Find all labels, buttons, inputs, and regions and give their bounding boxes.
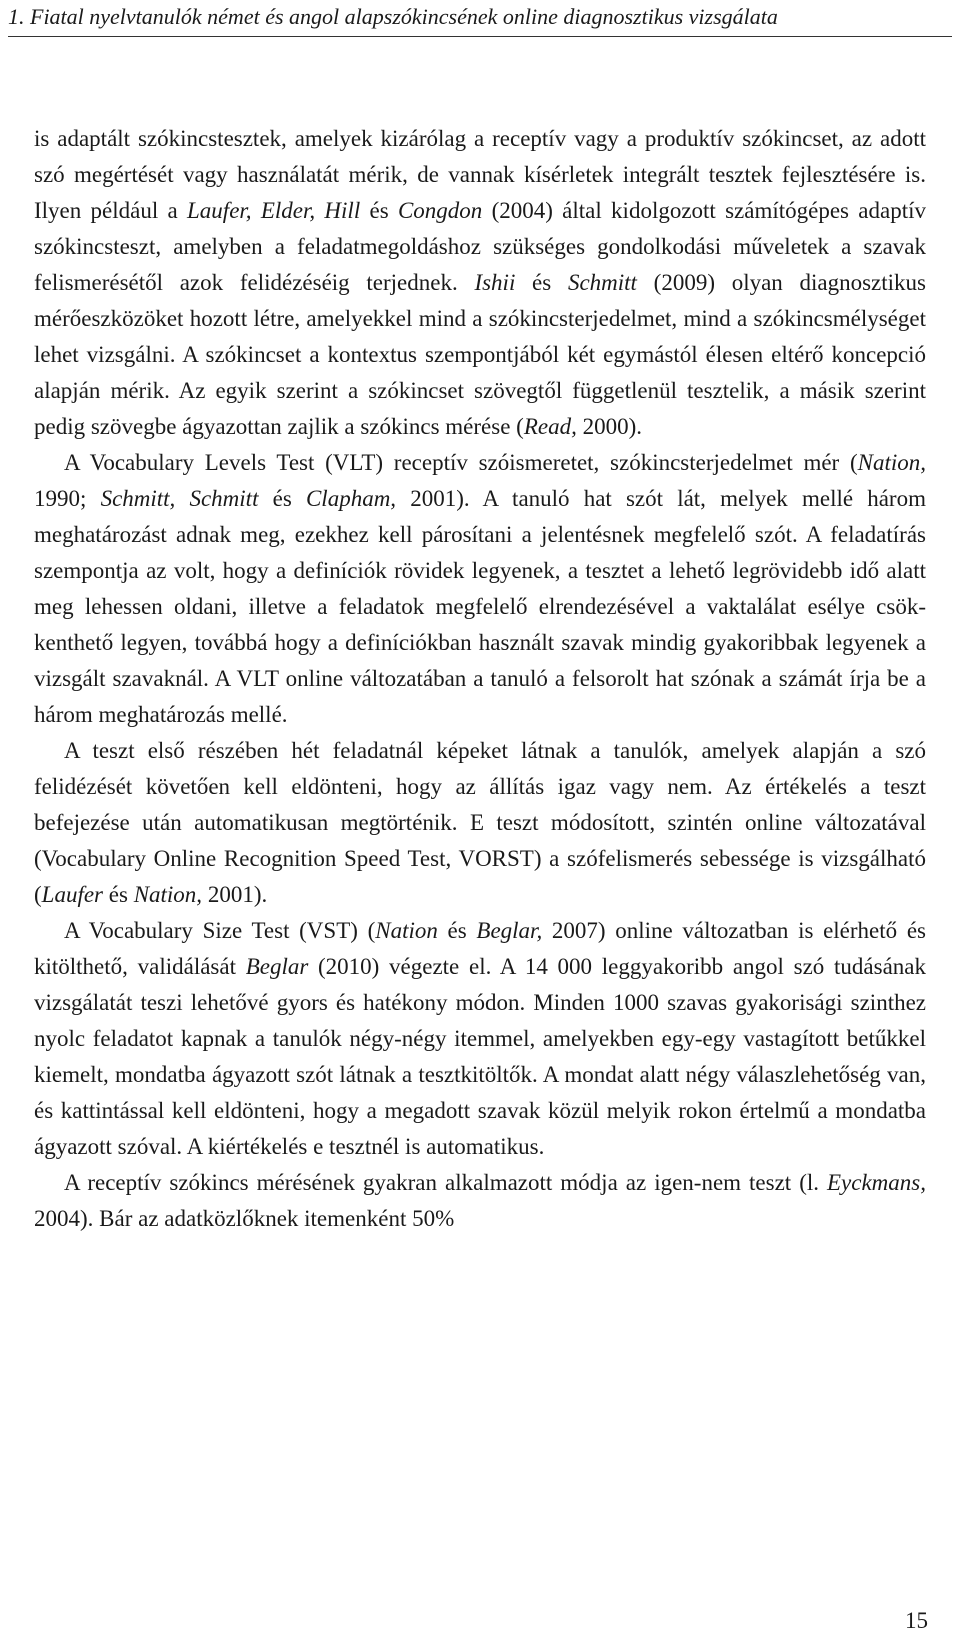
text-run: és <box>437 918 477 943</box>
running-header <box>8 2 952 37</box>
text-run: és <box>515 270 568 295</box>
text-run: 2004). Bár az adatközlőknek itemenként 50% <box>34 1206 455 1231</box>
italic-citation: Beglar, <box>476 918 543 943</box>
italic-citation: Congdon <box>397 198 483 223</box>
body-text <box>34 121 926 1237</box>
text-run: A Vocabulary Levels Test (VLT) receptív szóismeretet, szókincsterjedelmet mér ( <box>64 450 858 475</box>
text-run: (2009) olyan diagnosztikus mérőeszközöket hozott létre, amelyekkel mind a szókincsterjedelmet, mind a szókincsmélységet lehet vizsgálni. A szókincset a kontextus szempontjából két egymástól élesen eltérő koncepció alapján mérik. Az egyik szerint a szókincset szövegtől függetlenül tesztelik, a másik szerint pedig szövegbe ágyazottan zajlik a szókincs mérése ( <box>34 270 926 439</box>
italic-citation: Schmitt <box>567 270 637 295</box>
page-number <box>905 1606 928 1636</box>
paragraph <box>34 445 926 733</box>
italic-citation: Ishii <box>474 270 516 295</box>
text-run: A teszt első részében hét feladatnál képeket látnak a tanulók, amelyek alapján a szó felidézését követően kell eldönteni, hogy az állítás igaz vagy nem. Az értékelés a teszt befejezése után automatikusan megtörténik. E teszt módosított, szintén online változatával (Vocabulary Online Recognition Speed Test, VORST) a szófelismerés sebessége is vizsgálható ( <box>34 738 926 907</box>
text-run: 2001). <box>202 882 268 907</box>
italic-citation: Beglar <box>245 954 309 979</box>
italic-citation: Nation, <box>857 450 926 475</box>
text-run: 2007) online változatban is elérhető és kitölthető, validálását <box>34 918 926 979</box>
italic-citation: Eyckmans, <box>827 1170 926 1195</box>
italic-citation: Nation, <box>133 882 203 907</box>
italic-citation: Laufer, Elder, Hill <box>187 198 361 223</box>
text-run: és <box>360 198 398 223</box>
italic-citation: Nation <box>375 918 438 943</box>
text-run: is adaptált szókincstesztek, amelyek kizárólag a receptív vagy a produktív szókincset, az adott szó megértését vagy használatát mérik, de vannak kísérletek integrált tesztek fejlesztésére is. Ilyen például a <box>34 126 926 223</box>
paragraph <box>34 1165 926 1237</box>
text-run: 1990; <box>34 486 101 511</box>
italic-citation: Laufer <box>41 882 104 907</box>
running-header-title: 1. Fiatal nyelvtanulók német és angol alapszókincsének online diagnosztikus vizsgálata <box>8 4 778 29</box>
italic-citation: Schmitt, Schmitt <box>100 486 259 511</box>
paragraph <box>34 121 926 445</box>
text-run: és <box>103 882 134 907</box>
page-number-value: 15 <box>905 1608 928 1633</box>
paragraph <box>34 733 926 913</box>
text-run: A receptív szókincs mérésének gyakran alkalmazott módja az igen-nem teszt (l. <box>64 1170 827 1195</box>
text-run: (2004) által kidolgozott számítógépes adaptív szókincsteszt, amelyben a feladatmegoldáshoz szükséges gondolkodási műveletek a szavak felismerésétől azok felidézéséig terjednek. <box>34 198 926 295</box>
text-run: 2001). A tanuló hat szót lát, melyek mellé három meghatározást adnak meg, ezekhez kell párosítani a jelentésnek megfelelő szót. A feladatírás szempontja az volt, hogy a definíciók rövidek legyenek, a tesztet a lehető legrövidebb idő alatt meg lehessen oldani, illetve a feladatok megfelelő elrendezésével a vaktalálat esélye csökkenthető legyen, továbbá hogy a definíciókban használt szavak mindig gyakoribbak legyenek a vizsgált szavaknál. A VLT online változatában a tanuló a felsorolt hat szónak a számát írja be a három meghatározás mellé. <box>34 486 926 727</box>
text-run: 2000). <box>576 414 643 439</box>
text-run: A Vocabulary Size Test (VST) ( <box>64 918 376 943</box>
italic-citation: Read, <box>523 414 577 439</box>
paragraph <box>34 913 926 1165</box>
italic-citation: Clapham, <box>305 486 397 511</box>
text-run: (2010) végezte el. A 14 000 leggyakoribb angol szó tudásának vizsgálatát teszi lehetővé gyors és hatékony módon. Minden 1000 szavas gyakorisági szinthez nyolc feladatot kapnak a tanulók négy-négy itemmel, amelyekben egy-egy vastagított betűkkel kiemelt, mondatba ágyazott szót látnak a tesztkitöltők. A mondat alatt négy válaszlehetőség van, és kattintással kell eldönteni, hogy a megadott szavak közül melyik rokon értelmű a mondatba ágyazott szóval. A kiértékelés e tesztnél is automatikus. <box>34 954 926 1159</box>
text-run: és <box>258 486 306 511</box>
